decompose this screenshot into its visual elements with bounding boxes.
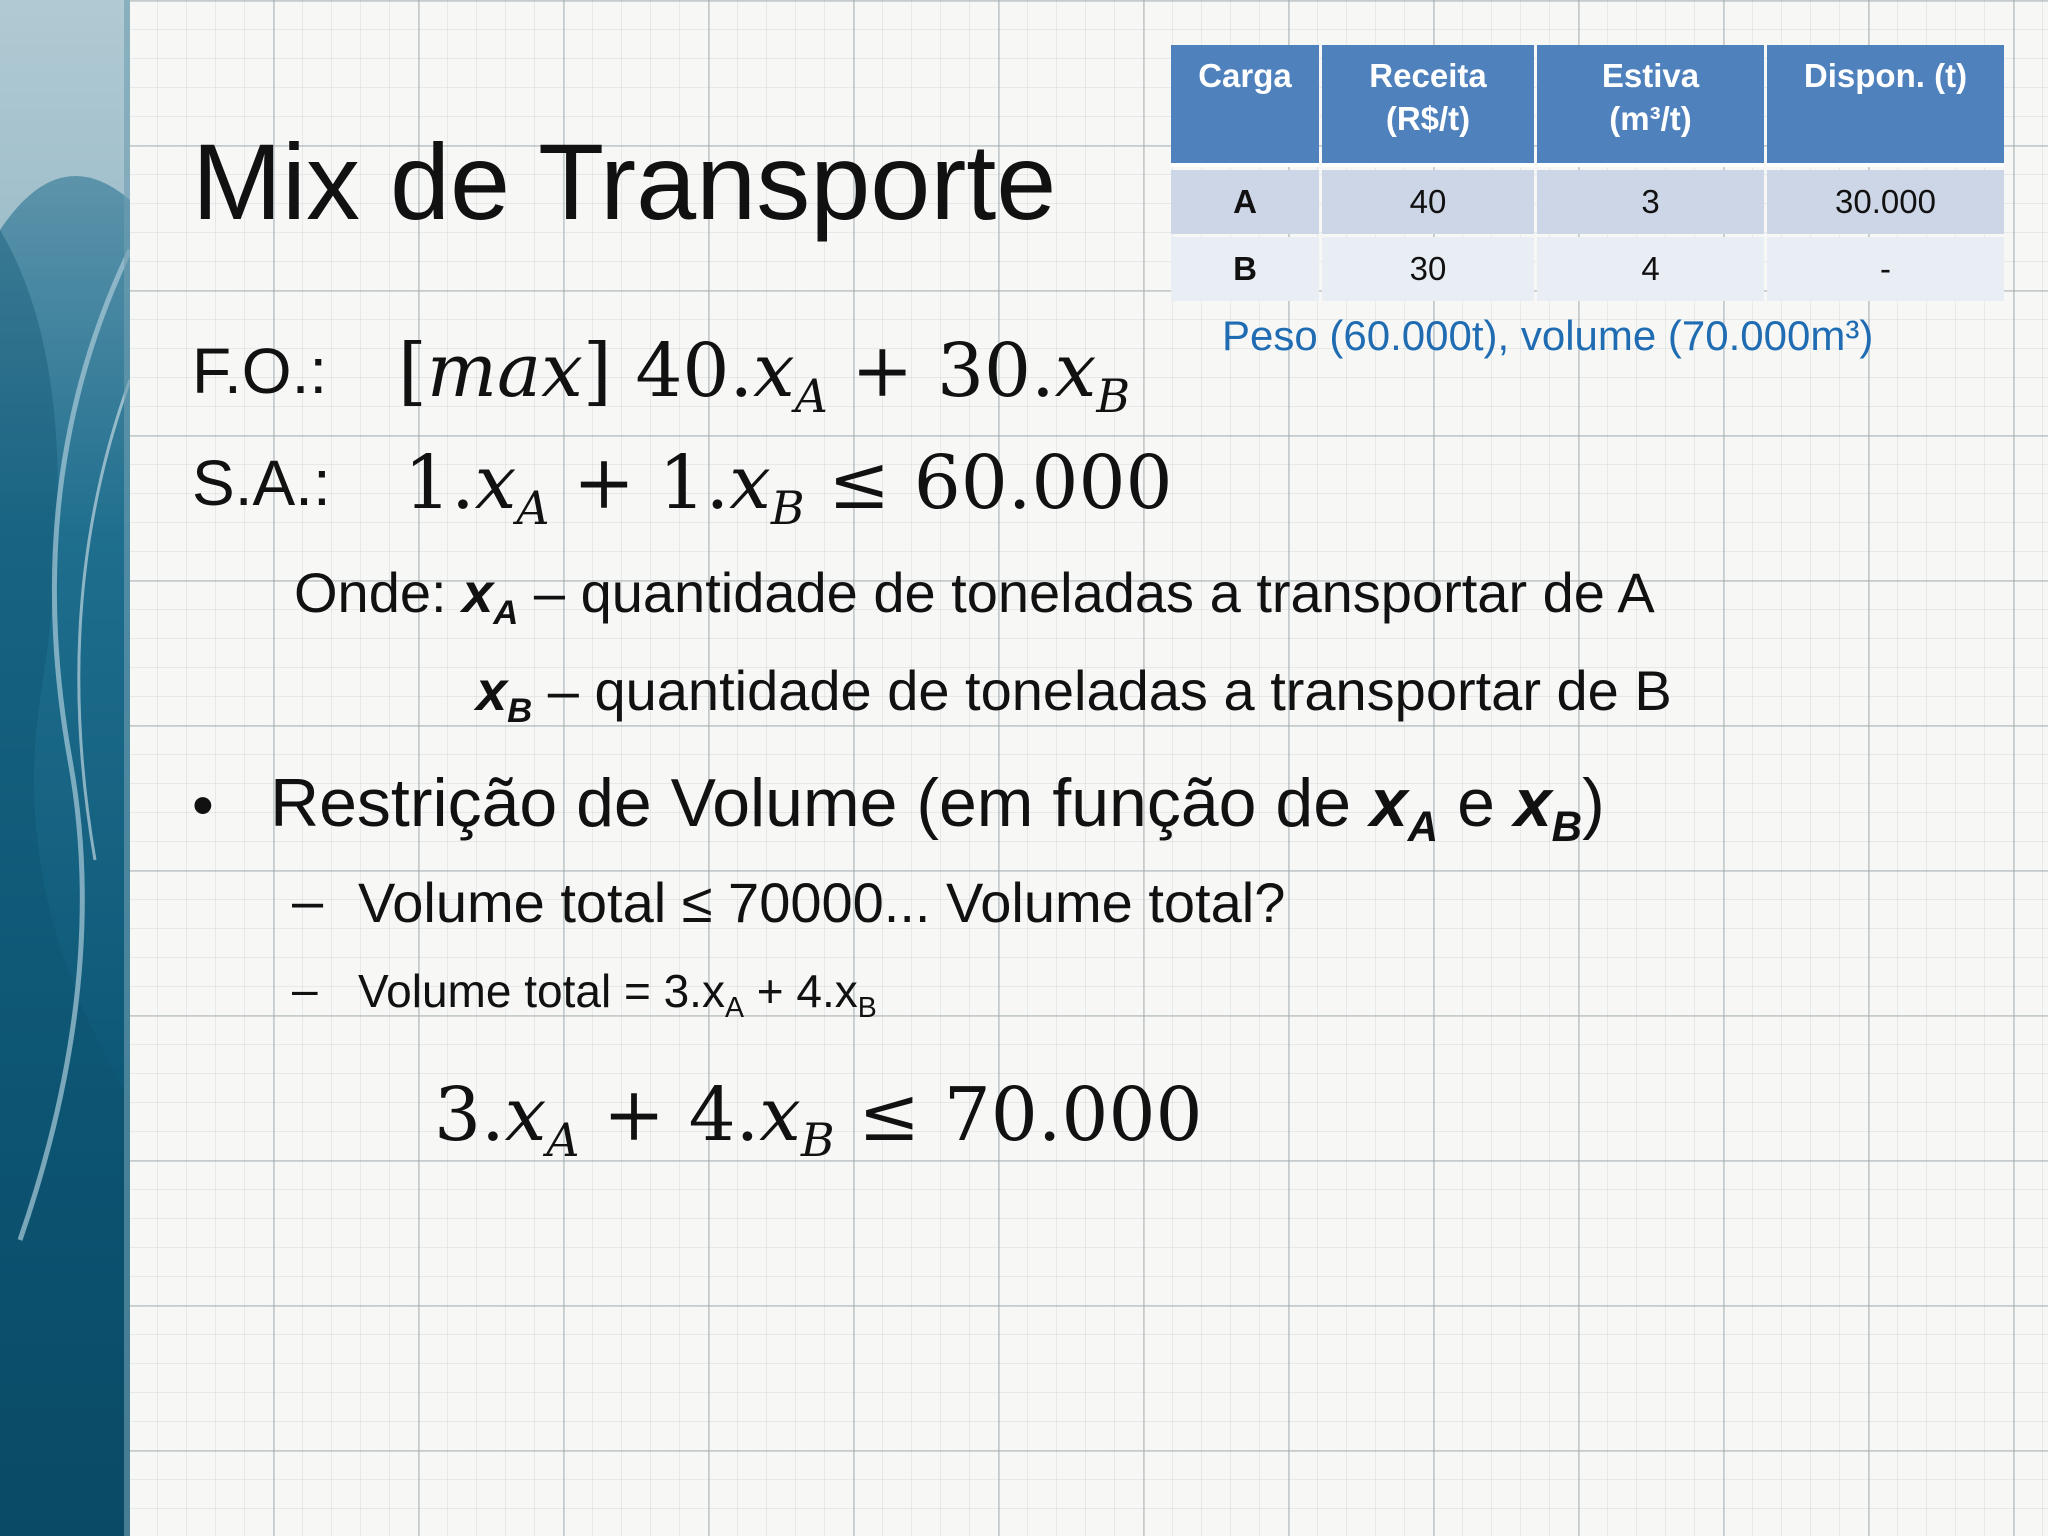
coefficient-b: 1. bbox=[658, 440, 730, 526]
subscript-b: B bbox=[800, 1113, 835, 1168]
table-header-row bbox=[1171, 45, 2004, 167]
plus-sign: + bbox=[573, 440, 636, 526]
bracket-close: ] bbox=[582, 328, 612, 414]
bracket-open: [ bbox=[398, 328, 427, 414]
variable-x: x bbox=[759, 1072, 801, 1158]
subscript-b: B bbox=[1551, 802, 1583, 850]
bullet-volume-restriction bbox=[270, 764, 1605, 850]
objective-function bbox=[398, 328, 1131, 424]
coefficient-b: 30. bbox=[936, 328, 1055, 414]
formula-text: + 4.x bbox=[743, 965, 858, 1017]
definition-text: – quantidade de toneladas a transportar de A bbox=[518, 561, 1655, 624]
table-cell: 30 bbox=[1322, 237, 1534, 301]
subscript-a: A bbox=[1407, 802, 1439, 850]
definition-text: – quantidade de toneladas a transportar de B bbox=[532, 659, 1672, 722]
coefficient-a: 3. bbox=[434, 1072, 505, 1158]
cargo-data-table bbox=[1168, 42, 2007, 304]
coefficient-b: 4. bbox=[688, 1072, 760, 1158]
max-keyword: max bbox=[426, 328, 583, 414]
left-decorative-bar bbox=[0, 0, 130, 1536]
variable-x: x bbox=[1513, 765, 1552, 841]
constraint-label: S.A.: bbox=[192, 447, 331, 519]
subscript-a: A bbox=[516, 481, 550, 536]
table-note: Peso (60.000t), volume (70.000m³) bbox=[1222, 312, 1874, 359]
plus-sign: + bbox=[851, 328, 914, 414]
subscript-a: A bbox=[724, 991, 744, 1024]
formula-text: Volume total = 3.x bbox=[358, 965, 725, 1017]
sub-item-volume-formula bbox=[358, 964, 877, 1024]
page-title: Mix de Transporte bbox=[192, 121, 1057, 242]
table-cell: 30.000 bbox=[1767, 170, 2004, 234]
table-header-cell: Carga bbox=[1171, 45, 1319, 167]
variable-x: x bbox=[753, 328, 795, 414]
variable-x: x bbox=[476, 659, 508, 722]
variable-definition-a bbox=[294, 560, 1655, 633]
coefficient-a: 40. bbox=[635, 328, 753, 414]
plus-sign: + bbox=[603, 1072, 666, 1158]
bullet-conjunction: e bbox=[1438, 765, 1514, 841]
bullet-marker: • bbox=[192, 771, 214, 840]
bullet-text: Restrição de Volume (em função de bbox=[270, 765, 1370, 841]
sub-item-volume-question: Volume total ≤ 70000... Volume total? bbox=[358, 871, 1286, 934]
variable-definition-b bbox=[476, 658, 1672, 731]
subscript-b: B bbox=[857, 991, 877, 1024]
onde-label: Onde: bbox=[294, 561, 447, 624]
rhs-value: 60.000 bbox=[913, 440, 1173, 526]
objective-label: F.O.: bbox=[192, 335, 328, 407]
table-cell: - bbox=[1767, 237, 2004, 301]
coefficient-a: 1. bbox=[404, 440, 475, 526]
variable-x: x bbox=[474, 440, 517, 526]
volume-constraint bbox=[434, 1072, 1203, 1168]
table-cell: B bbox=[1171, 237, 1319, 301]
variable-x: x bbox=[729, 440, 771, 526]
table-cell: 3 bbox=[1537, 170, 1764, 234]
variable-x: x bbox=[1054, 328, 1097, 414]
subscript-b: B bbox=[770, 481, 805, 536]
relation-sign: ≤ bbox=[858, 1072, 921, 1158]
dash-marker: – bbox=[292, 869, 324, 932]
subscript-a: A bbox=[794, 369, 828, 424]
table-cell: A bbox=[1171, 170, 1319, 234]
weight-constraint bbox=[404, 440, 1173, 536]
table-header-cell: Dispon. (t) bbox=[1767, 45, 2004, 167]
subscript-b: B bbox=[1096, 369, 1131, 424]
bullet-text-end: ) bbox=[1582, 765, 1605, 841]
table-header-cell: Estiva (m³/t) bbox=[1537, 45, 1764, 167]
table-row bbox=[1171, 237, 2004, 301]
table-cell: 40 bbox=[1322, 170, 1534, 234]
variable-x: x bbox=[462, 561, 494, 624]
subscript-a: A bbox=[493, 594, 519, 633]
table-cell: 4 bbox=[1537, 237, 1764, 301]
subscript-b: B bbox=[507, 692, 533, 731]
variable-x: x bbox=[1369, 765, 1408, 841]
dash-marker: – bbox=[292, 963, 318, 1015]
table-header-cell: Receita (R$/t) bbox=[1322, 45, 1534, 167]
subscript-a: A bbox=[546, 1113, 580, 1168]
variable-x: x bbox=[504, 1072, 547, 1158]
relation-sign: ≤ bbox=[828, 440, 891, 526]
table-row bbox=[1171, 170, 2004, 234]
rhs-value: 70.000 bbox=[943, 1072, 1203, 1158]
